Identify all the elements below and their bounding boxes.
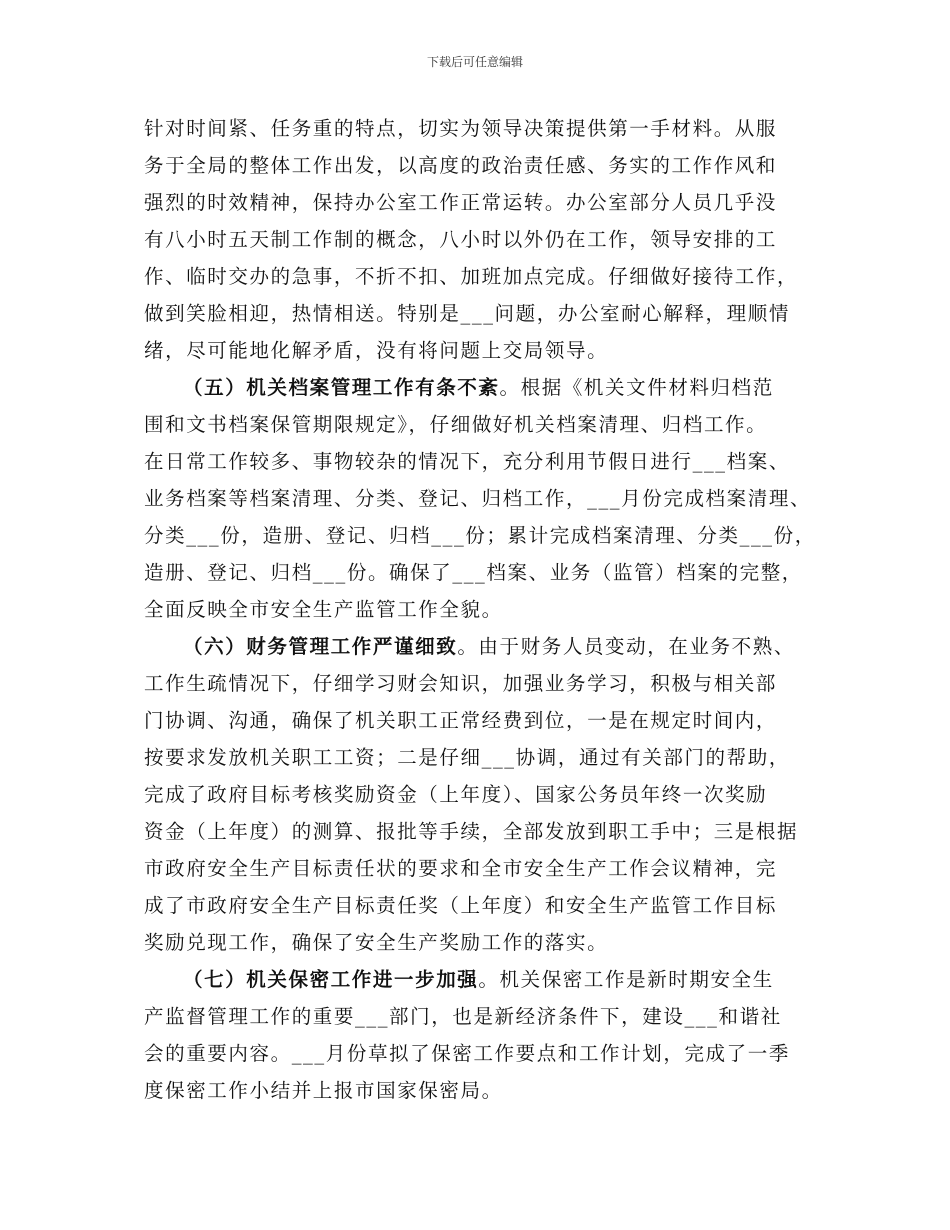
section-heading-finance: （六）财务管理工作严谨细致 [183,635,458,658]
text-line-first [144,961,824,998]
paragraph-archive-management [144,369,824,628]
page-header: 下载后可任意编辑 [426,55,523,69]
text-line: 业务档案等档案清理、分类、登记、归档工作，___月份完成档案清理、 [144,487,812,510]
text-line: 围和文书档案保管期限规定》，仔细做好机关档案清理、归档工作。 [144,413,768,436]
text-line: 完成了政府目标考核奖励资金（上年度）、国家公务员年终一次奖励 [144,783,768,806]
text-line: 工作生疏情况下，仔细学习财会知识，加强业务学习，积极与相关部 [144,672,778,695]
text-line: 全面反映全市安全生产监管工作全貌。 [144,598,503,621]
text-line: 度保密工作小结并上报市国家保密局。 [144,1079,503,1102]
text-line: 针对时间紧、任务重的特点，切实为领导决策提供第一手材料。从服 [144,117,778,140]
text-line: 会的重要内容。___月份草拟了保密工作要点和工作计划，完成了一季 [144,1042,790,1065]
text-line: 务于全局的整体工作出发，以高度的政治责任感、务实的工作作风和 [144,154,778,177]
text-line-first [144,628,824,665]
text-line-rest: 。由于财务人员变动，在业务不熟、 [457,635,795,658]
section-heading-confidentiality: （七）机关保密工作进一步加强 [183,968,479,991]
text-line: 有八小时五天制工作制的概念，八小时以外仍在工作，领导安排的工 [144,228,778,251]
text-line: 在日常工作较多、事物较杂的情况下，充分利用节假日进行___档案、 [144,450,790,473]
text-line: 奖励兑现工作，确保了安全生产奖励工作的落实。 [144,931,609,954]
text-line: 成了市政府安全生产目标责任奖（上年度）和安全生产监管工作目标 [144,894,778,917]
text-line: 门协调、沟通，确保了机关职工正常经费到位，一是在规定时间内， [144,709,778,732]
text-line: 强烈的时效精神，保持办公室工作正常运转。办公室部分人员几乎没 [144,191,778,214]
text-line-rest: 。机关保密工作是新时期安全生 [478,968,774,991]
text-line: 产监督管理工作的重要___部门，也是新经济条件下，建设___和谐社 [144,1005,782,1028]
text-line: 按要求发放机关职工工资；二是仔细___协调，通过有关部门的帮助， [144,746,790,769]
paragraph-office-work [144,110,824,369]
text-line-rest: 。根据《机关文件材料归档范 [499,376,774,399]
text-line: 资金（上年度）的测算、报批等手续，全部发放到职工手中；三是根据 [144,820,799,843]
text-line: 分类___份，造册、登记、归档___份；累计完成档案清理、分类___份， [144,524,816,547]
text-line: 绪，尽可能地化解矛盾，没有将问题上交局领导。 [144,339,609,362]
paragraph-confidentiality [144,961,824,1109]
document-body [144,110,824,1109]
text-line: 市政府安全生产目标责任状的要求和全市安全生产工作会议精神，完 [144,857,778,880]
section-heading-archive: （五）机关档案管理工作有条不紊 [183,376,500,399]
paragraph-finance-management [144,628,824,961]
text-line: 造册、登记、归档___份。确保了___档案、业务（监管）档案的完整， [144,561,803,584]
text-line: 作、临时交办的急事，不折不扣、加班加点完成。仔细做好接待工作， [144,265,799,288]
text-line-first [144,369,824,406]
text-line: 做到笑脸相迎，热情相送。特别是___问题，办公室耐心解释，理顺情 [144,302,790,325]
